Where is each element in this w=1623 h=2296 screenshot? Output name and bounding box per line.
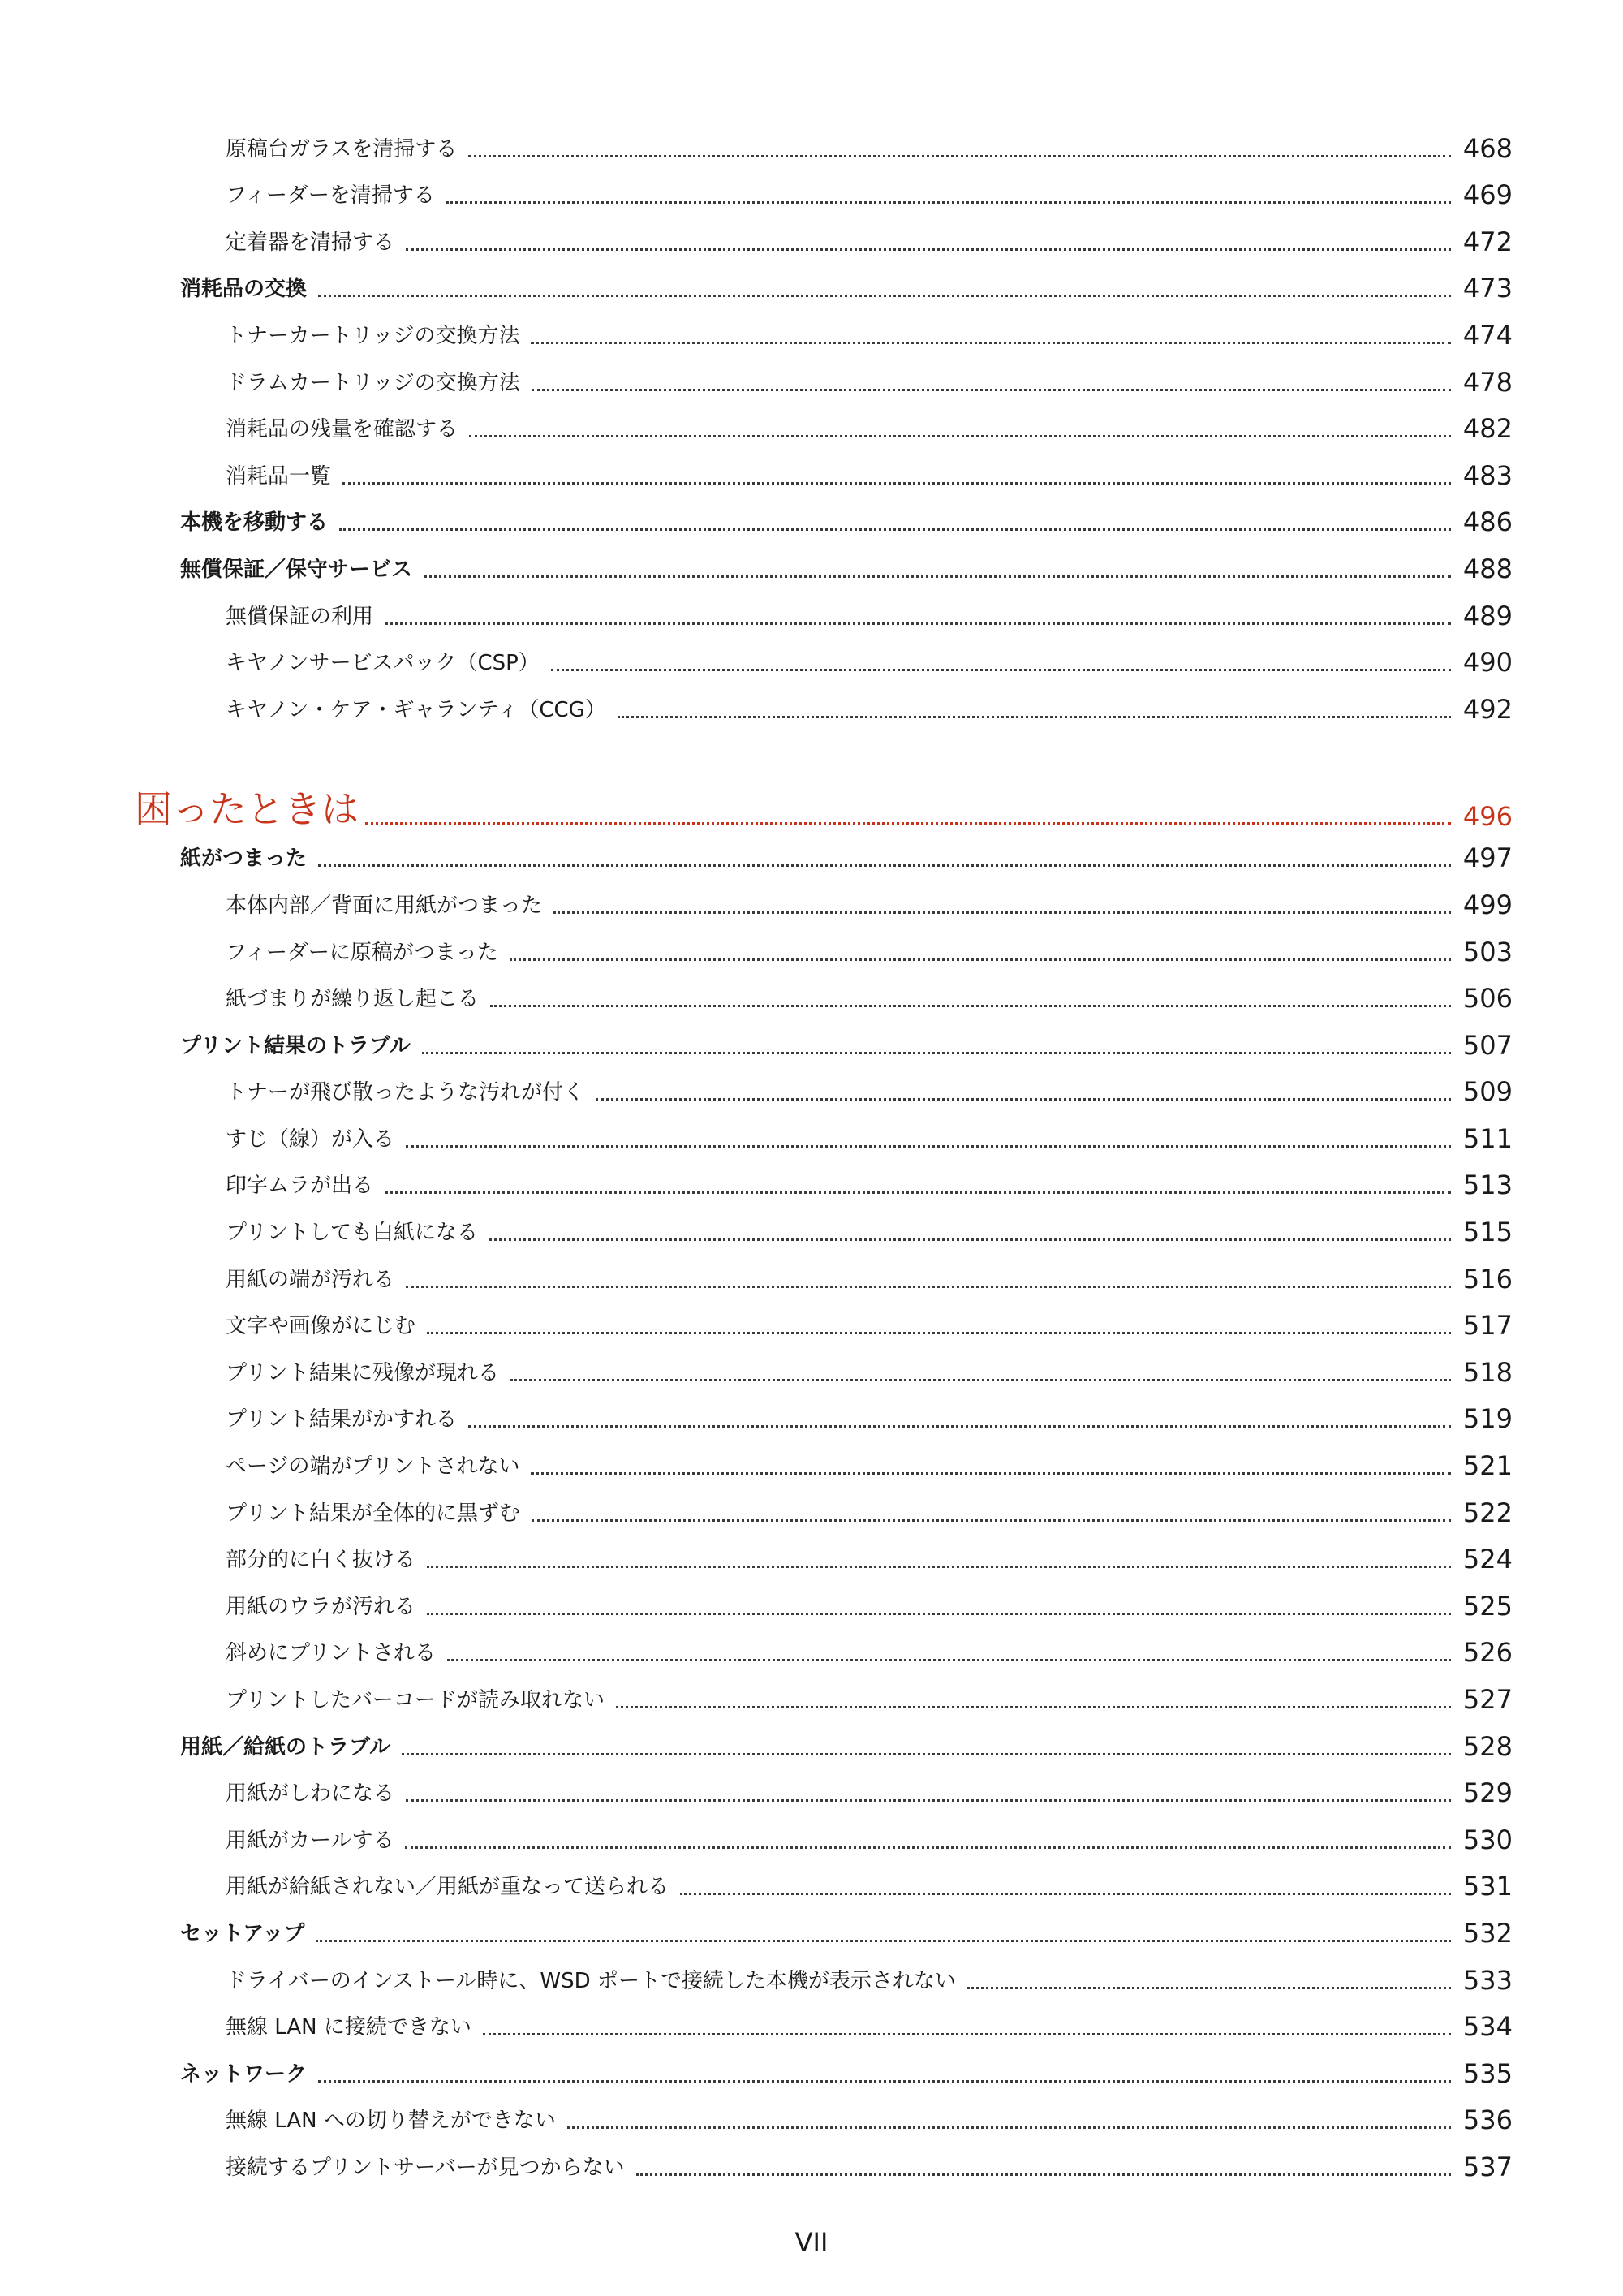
leader-dots	[551, 669, 1451, 671]
toc-entry-title: ドラムカートリッジの交換方法	[226, 370, 520, 395]
leader-dots	[427, 1332, 1451, 1334]
toc-entry-page: 472	[1462, 226, 1513, 257]
toc-subsection-entry[interactable]	[0, 2096, 1623, 2143]
chapter-title: 困ったときは	[135, 786, 359, 831]
toc-entry-page: 506	[1462, 983, 1513, 1014]
toc-section-entry[interactable]	[0, 265, 1623, 312]
toc-subsection-entry[interactable]	[0, 881, 1623, 928]
toc-entry-title: キヤノンサービスパック（CSP）	[226, 651, 540, 676]
toc-entry-page: 468	[1462, 132, 1513, 164]
toc-section-entry[interactable]	[0, 2049, 1623, 2096]
leader-dots	[967, 1987, 1451, 1989]
toc-entry-page: 489	[1462, 600, 1513, 631]
toc-entry-page: 529	[1462, 1777, 1513, 1809]
leader-dots	[483, 2033, 1451, 2035]
toc-entry-page: 534	[1462, 2011, 1513, 2043]
leader-dots	[427, 1566, 1451, 1568]
toc-subsection-entry[interactable]	[0, 1863, 1623, 1910]
toc-subsection-entry[interactable]	[0, 1488, 1623, 1536]
leader-dots	[424, 575, 1451, 578]
toc-entry-page: 521	[1462, 1450, 1513, 1482]
toc-entry-title: キヤノン・ケア・ギャランティ（CCG）	[226, 697, 606, 722]
toc-entries-after	[0, 834, 1623, 2190]
toc-entry-page: 526	[1462, 1637, 1513, 1669]
toc-entry-title: 用紙がしわになる	[226, 1781, 395, 1807]
spacer	[0, 732, 1623, 755]
leader-dots	[468, 155, 1451, 157]
toc-entry-title: 用紙／給紙のトラブル	[180, 1734, 390, 1760]
toc-entry-title: プリント結果のトラブル	[180, 1033, 411, 1058]
toc-entry-title: 紙づまりが繰り返し起こる	[226, 987, 480, 1012]
leader-dots	[490, 1005, 1451, 1007]
toc-subsection-entry[interactable]	[0, 171, 1623, 218]
toc-subsection-entry[interactable]	[0, 124, 1623, 171]
toc-subsection-entry[interactable]	[0, 311, 1623, 358]
toc-entry-title: 無償保証／保守サービス	[180, 557, 413, 582]
toc-section-entry[interactable]	[0, 834, 1623, 881]
toc-entry-title: 本体内部／背面に用紙がつまった	[226, 893, 543, 918]
toc-entry-title: トナーカートリッジの交換方法	[226, 323, 520, 348]
toc-entry-title: 用紙のウラが汚れる	[226, 1594, 416, 1619]
toc-entry-title: フィーダーに原稿がつまった	[226, 940, 498, 965]
toc-entry-title: プリント結果が全体的に黒ずむ	[226, 1501, 520, 1526]
toc-entry-page: 522	[1462, 1497, 1513, 1528]
toc-entry-page: 509	[1462, 1076, 1513, 1108]
toc-subsection-entry[interactable]	[0, 1395, 1623, 1442]
leader-dots	[316, 1940, 1451, 1942]
toc-subsection-entry[interactable]	[0, 639, 1623, 686]
toc-entry-title: すじ（線）が入る	[226, 1126, 395, 1152]
toc-entry-page: 517	[1462, 1310, 1513, 1342]
toc-entry-page: 486	[1462, 506, 1513, 538]
leader-dots	[468, 1425, 1451, 1428]
leader-dots	[406, 1286, 1451, 1288]
toc-entry-page: 525	[1462, 1590, 1513, 1622]
leader-dots	[402, 1753, 1451, 1755]
toc-entry-page: 533	[1462, 1964, 1513, 1996]
toc-subsection-entry[interactable]	[0, 1441, 1623, 1488]
toc-subsection-entry[interactable]	[0, 1114, 1623, 1161]
table-of-contents	[0, 124, 1623, 2190]
toc-entry-page: 474	[1462, 319, 1513, 351]
toc-subsection-entry[interactable]	[0, 358, 1623, 405]
leader-dots	[318, 2080, 1451, 2083]
toc-subsection-entry[interactable]	[0, 1675, 1623, 1722]
toc-entry-title: ネットワーク	[180, 2061, 308, 2087]
toc-entry-title: 消耗品一覧	[226, 463, 332, 489]
toc-entry-title: 印字ムラが出る	[226, 1174, 374, 1199]
leader-dots	[553, 911, 1451, 914]
toc-entry-page: 516	[1462, 1263, 1513, 1294]
toc-entry-title: 用紙が給紙されない／用紙が重なって送られる	[226, 1875, 669, 1900]
leader-dots	[567, 2126, 1451, 2129]
toc-subsection-entry[interactable]	[0, 2143, 1623, 2190]
leader-dots	[447, 1659, 1451, 1661]
leader-dots	[532, 389, 1451, 391]
leader-dots	[385, 622, 1451, 625]
leader-dots	[510, 1379, 1451, 1381]
toc-entry-title: 消耗品の交換	[180, 277, 308, 302]
chapter-leader-dots	[365, 822, 1451, 825]
toc-subsection-entry[interactable]	[0, 1536, 1623, 1583]
leader-dots	[531, 1472, 1451, 1475]
toc-entry-title: 用紙の端が汚れる	[226, 1267, 395, 1292]
leader-dots	[531, 342, 1451, 344]
toc-entry-page: 473	[1462, 273, 1513, 304]
leader-dots	[422, 1052, 1451, 1054]
toc-entry-page: 492	[1462, 693, 1513, 725]
toc-subsection-entry[interactable]	[0, 1629, 1623, 1676]
toc-entry-title: ドライバーのインストール時に、WSD ポートで接続した本機が表示されない	[226, 1968, 956, 1993]
toc-section-entry[interactable]	[0, 1722, 1623, 1769]
toc-subsection-entry[interactable]	[0, 405, 1623, 452]
toc-subsection-entry[interactable]	[0, 975, 1623, 1022]
toc-subsection-entry[interactable]	[0, 1348, 1623, 1395]
toc-subsection-entry[interactable]	[0, 451, 1623, 498]
toc-entry-title: 文字や画像がにじむ	[226, 1314, 416, 1339]
leader-dots	[446, 201, 1451, 204]
toc-section-entry[interactable]	[0, 545, 1623, 592]
toc-entry-page: 513	[1462, 1170, 1513, 1201]
toc-entry-title: フィーダーを清掃する	[226, 183, 435, 209]
toc-subsection-entry[interactable]	[0, 2003, 1623, 2050]
leader-dots	[406, 1799, 1451, 1802]
toc-entry-title: 原稿台ガラスを清掃する	[226, 136, 458, 162]
toc-entry-title: 紙がつまった	[180, 846, 308, 872]
leader-dots	[636, 2173, 1451, 2176]
toc-section-entry[interactable]	[0, 1909, 1623, 1956]
toc-entry-page: 478	[1462, 366, 1513, 398]
toc-entry-title: プリントしたバーコードが読み取れない	[226, 1688, 605, 1712]
toc-entry-page: 531	[1462, 1871, 1513, 1902]
leader-dots	[489, 1238, 1451, 1241]
toc-entry-page: 511	[1462, 1122, 1513, 1154]
toc-entry-page: 528	[1462, 1730, 1513, 1762]
toc-entry-title: 本機を移動する	[180, 510, 329, 536]
leader-dots	[532, 1519, 1451, 1522]
toc-section-entry[interactable]	[0, 498, 1623, 545]
leader-dots	[427, 1613, 1451, 1615]
toc-entry-page: 518	[1462, 1356, 1513, 1388]
leader-dots	[318, 864, 1451, 867]
toc-entry-page: 482	[1462, 413, 1513, 445]
toc-entry-title: 定着器を清掃する	[226, 230, 395, 255]
toc-entry-page: 530	[1462, 1824, 1513, 1855]
toc-entry-title: 無線 LAN への切り替えができない	[226, 2109, 556, 2134]
toc-entry-title: 消耗品の残量を確認する	[226, 417, 458, 442]
leader-dots	[385, 1191, 1451, 1194]
leader-dots	[616, 1706, 1451, 1708]
leader-dots	[406, 1145, 1451, 1148]
toc-entry-page: 507	[1462, 1029, 1513, 1061]
toc-subsection-entry[interactable]	[0, 1208, 1623, 1255]
toc-subsection-entry[interactable]	[0, 1769, 1623, 1816]
toc-subsection-entry[interactable]	[0, 1161, 1623, 1208]
toc-subsection-entry[interactable]	[0, 1302, 1623, 1349]
toc-subsection-entry[interactable]	[0, 928, 1623, 975]
toc-entry-page: 497	[1462, 842, 1513, 874]
leader-dots	[405, 1846, 1451, 1849]
leader-dots	[406, 248, 1451, 251]
toc-subsection-entry[interactable]	[0, 1068, 1623, 1115]
toc-entry-page: 537	[1462, 2151, 1513, 2182]
toc-entry-page: 499	[1462, 889, 1513, 920]
toc-entry-title: 無線 LAN に接続できない	[226, 2015, 471, 2040]
toc-subsection-entry[interactable]	[0, 1255, 1623, 1302]
toc-entry-title: 部分的に白く抜ける	[226, 1548, 416, 1573]
toc-entry-page: 519	[1462, 1403, 1513, 1435]
toc-entry-page: 535	[1462, 2057, 1513, 2089]
leader-dots	[680, 1893, 1451, 1895]
toc-entry-title: 無償保証の利用	[226, 604, 374, 629]
toc-subsection-entry[interactable]	[0, 1582, 1623, 1629]
toc-entry-page: 515	[1462, 1217, 1513, 1248]
toc-subsection-entry[interactable]	[0, 1816, 1623, 1863]
toc-entry-title: プリント結果がかすれる	[226, 1407, 457, 1432]
toc-entry-page: 503	[1462, 936, 1513, 967]
toc-entry-page: 490	[1462, 647, 1513, 678]
toc-entry-title: プリント結果に残像が現れる	[226, 1360, 499, 1385]
toc-entry-title: プリントしても白紙になる	[226, 1221, 478, 1246]
toc-entry-title: トナーが飛び散ったような汚れが付く	[226, 1080, 585, 1105]
leader-dots	[469, 435, 1451, 437]
leader-dots	[510, 958, 1451, 961]
toc-entry-page: 469	[1462, 179, 1513, 211]
leader-dots	[618, 716, 1451, 718]
leader-dots	[318, 295, 1451, 297]
chapter-page-number: 496	[1462, 800, 1513, 832]
footer-page-number: VII	[794, 2227, 829, 2258]
toc-subsection-entry[interactable]	[0, 592, 1623, 639]
toc-entry-title: 用紙がカールする	[226, 1828, 394, 1853]
toc-entry-page: 536	[1462, 2104, 1513, 2136]
leader-dots	[596, 1098, 1451, 1101]
leader-dots	[339, 528, 1451, 531]
toc-entry-title: 接続するプリントサーバーが見つからない	[226, 2155, 625, 2180]
toc-entries-before	[0, 124, 1623, 732]
toc-entry-page: 524	[1462, 1544, 1513, 1575]
toc-entry-title: ページの端がプリントされない	[226, 1454, 520, 1480]
toc-subsection-entry[interactable]	[0, 685, 1623, 732]
toc-subsection-entry[interactable]	[0, 1956, 1623, 2003]
toc-entry-title: セットアップ	[180, 1921, 305, 1946]
chapter-heading[interactable]	[0, 755, 1623, 834]
toc-section-entry[interactable]	[0, 1021, 1623, 1068]
leader-dots	[342, 482, 1451, 485]
toc-entry-page: 488	[1462, 553, 1513, 584]
toc-entry-title: 斜めにプリントされる	[226, 1641, 436, 1666]
toc-entry-page: 483	[1462, 459, 1513, 491]
toc-entry-page: 527	[1462, 1684, 1513, 1715]
toc-subsection-entry[interactable]	[0, 218, 1623, 265]
toc-entry-page: 532	[1462, 1917, 1513, 1949]
